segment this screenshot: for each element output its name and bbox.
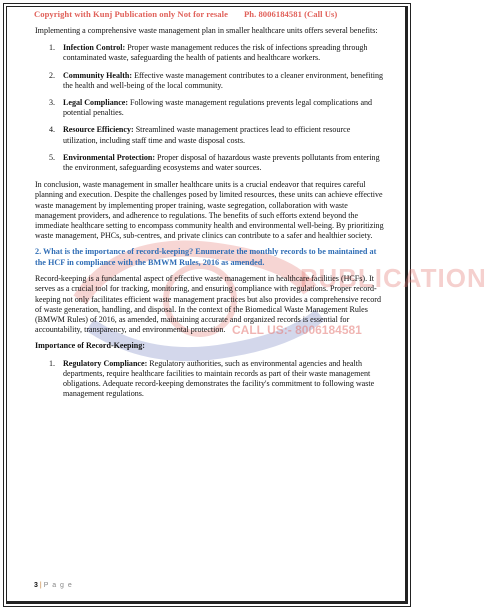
list-number: 5. <box>49 152 56 162</box>
list-item <box>35 359 384 400</box>
item-text: Streamlined waste management practices lead to efficient resource utilization, including staff time and waste disposal costs. <box>63 125 351 145</box>
list-number: 4. <box>49 125 56 135</box>
list-item <box>35 43 384 63</box>
item-text: Following waste management regulations prevents legal complications and potential penalties. <box>63 98 373 118</box>
conclusion-paragraph: In conclusion, waste management in smaller healthcare units is a crucial endeavor that requires careful planning and execution. Despite the challenges posed by limited resources, these units can achieve effective waste management by implementing proper training, waste segregation, collaboration with waste management providers, and adherence to regulations. The benefits of such efforts extend beyond the immediate healthcare setting to encompass community health and environmental well-being. By prioritizing waste management, PHCs, sub-centres, and private clinics can contribute to a safer and healthier society. <box>35 180 384 241</box>
item-text: Proper waste management reduces the risk of infections spreading through contaminated waste, safeguarding the health of patients and healthcare workers. <box>63 43 368 63</box>
item-text: Proper disposal of hazardous waste prevents pollutants from entering the environment, safeguarding ecosystems and water sources. <box>63 152 380 173</box>
item-text: Regulatory authorities, such as environmental agencies and health departments, require healthcare facilities to maintain records as part of their waste management obligations. Adequate record-keeping demonstrates the facility's commitment to following waste management regulations. <box>63 358 375 399</box>
page-content <box>35 26 384 407</box>
benefits-list <box>35 43 384 173</box>
importance-list <box>35 359 384 400</box>
page-number: 3 <box>34 582 38 589</box>
page-label: P a g e <box>43 582 73 589</box>
watermark-word: PUBLICATION <box>300 263 487 293</box>
phone-number: Ph. 8006184581 (Call Us) <box>243 9 338 19</box>
item-text: Effective waste management contributes to a cleaner environment, benefiting the health and well-being of the local community. <box>63 70 384 90</box>
list-item <box>35 125 384 145</box>
list-number: 3. <box>49 98 56 108</box>
footer-separator: | <box>39 582 42 589</box>
item-title: Legal Compliance: <box>63 98 129 108</box>
list-number: 1. <box>49 43 56 53</box>
page-header <box>34 9 394 19</box>
copyright-notice: Copyright with Kunj Publication only Not for resale <box>34 9 228 19</box>
list-number: 1. <box>49 358 56 368</box>
question-heading: 2. What is the importance of record-keeping? Enumerate the monthly records to be maintained at the HCF in compliance with the BMWM Rules, 2016 as amended. <box>35 247 377 267</box>
list-item <box>35 98 384 118</box>
page-footer <box>34 582 73 589</box>
list-number: 2. <box>49 70 56 80</box>
record-keeping-paragraph: Record-keeping is a fundamental aspect of effective waste management in healthcare facilities (HCFs). It serves as a crucial tool for tracking, monitoring, and ensuring compliance with regulations. Proper record-keeping not only facilitates efficient waste management practices but also provides a comprehensive record of waste generation, handling, and disposal. In the context of the Biomedical Waste Management Rules (BMWM Rules) of 2016, as amended, maintaining accurate and organized records is essential for accountability, transparency, and environmental protection. <box>35 274 381 335</box>
item-title: Community Health: <box>63 70 133 80</box>
item-title: Resource Efficiency: <box>63 125 134 135</box>
item-title: Environmental Protection: <box>63 152 156 162</box>
item-title: Regulatory Compliance: <box>63 358 148 368</box>
item-title: Infection Control: <box>63 43 126 53</box>
watermark-call: CALL US:- 8006184581 <box>232 323 362 337</box>
importance-heading: Importance of Record-Keeping: <box>35 341 145 351</box>
intro-paragraph: Implementing a comprehensive waste management plan in smaller healthcare units offers several benefits: <box>35 26 378 35</box>
list-item <box>35 71 384 91</box>
list-item <box>35 153 384 173</box>
